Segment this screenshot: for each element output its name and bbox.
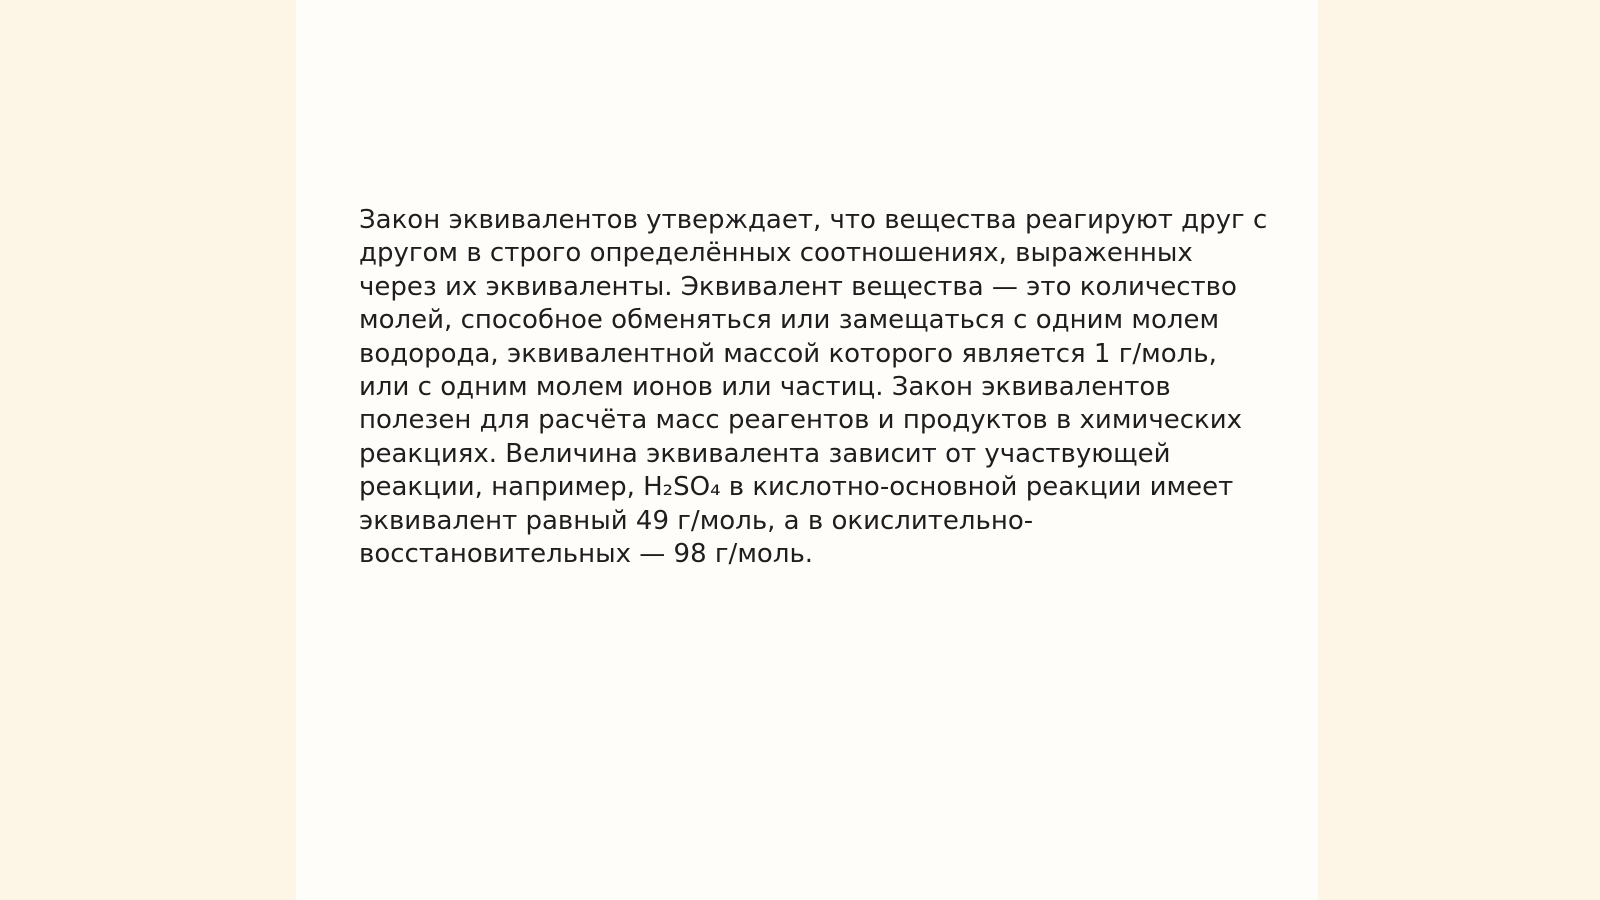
text-line: полезен для расчёта масс реагентов и продуктов в химических (359, 405, 1242, 436)
slide-body-text (359, 204, 1268, 571)
right-margin (1318, 0, 1600, 900)
text-line: другом в строго определённых соотношениях, выраженных (359, 238, 1193, 269)
left-margin (0, 0, 296, 900)
slide (296, 0, 1318, 900)
text-line: реакциях. Величина эквивалента зависит от участвующей (359, 438, 1171, 469)
text-line: или с одним молем ионов или частиц. Закон эквивалентов (359, 372, 1171, 403)
text-line: эквивалент равный 49 г/моль, а в окислительно- (359, 505, 1034, 536)
text-line: водорода, эквивалентной массой которого является 1 г/моль, (359, 338, 1217, 369)
text-line: восстановительных — 98 г/моль. (359, 539, 814, 570)
text-line: молей, способное обменяться или замещаться с одним молем (359, 305, 1220, 336)
text-line: через их эквиваленты. Эквивалент вещества — это количество (359, 271, 1237, 302)
text-line: Закон эквивалентов утверждает, что вещества реагируют друг с (359, 205, 1268, 235)
text-line: реакции, например, H₂SO₄ в кислотно-основной реакции имеет (359, 472, 1234, 503)
